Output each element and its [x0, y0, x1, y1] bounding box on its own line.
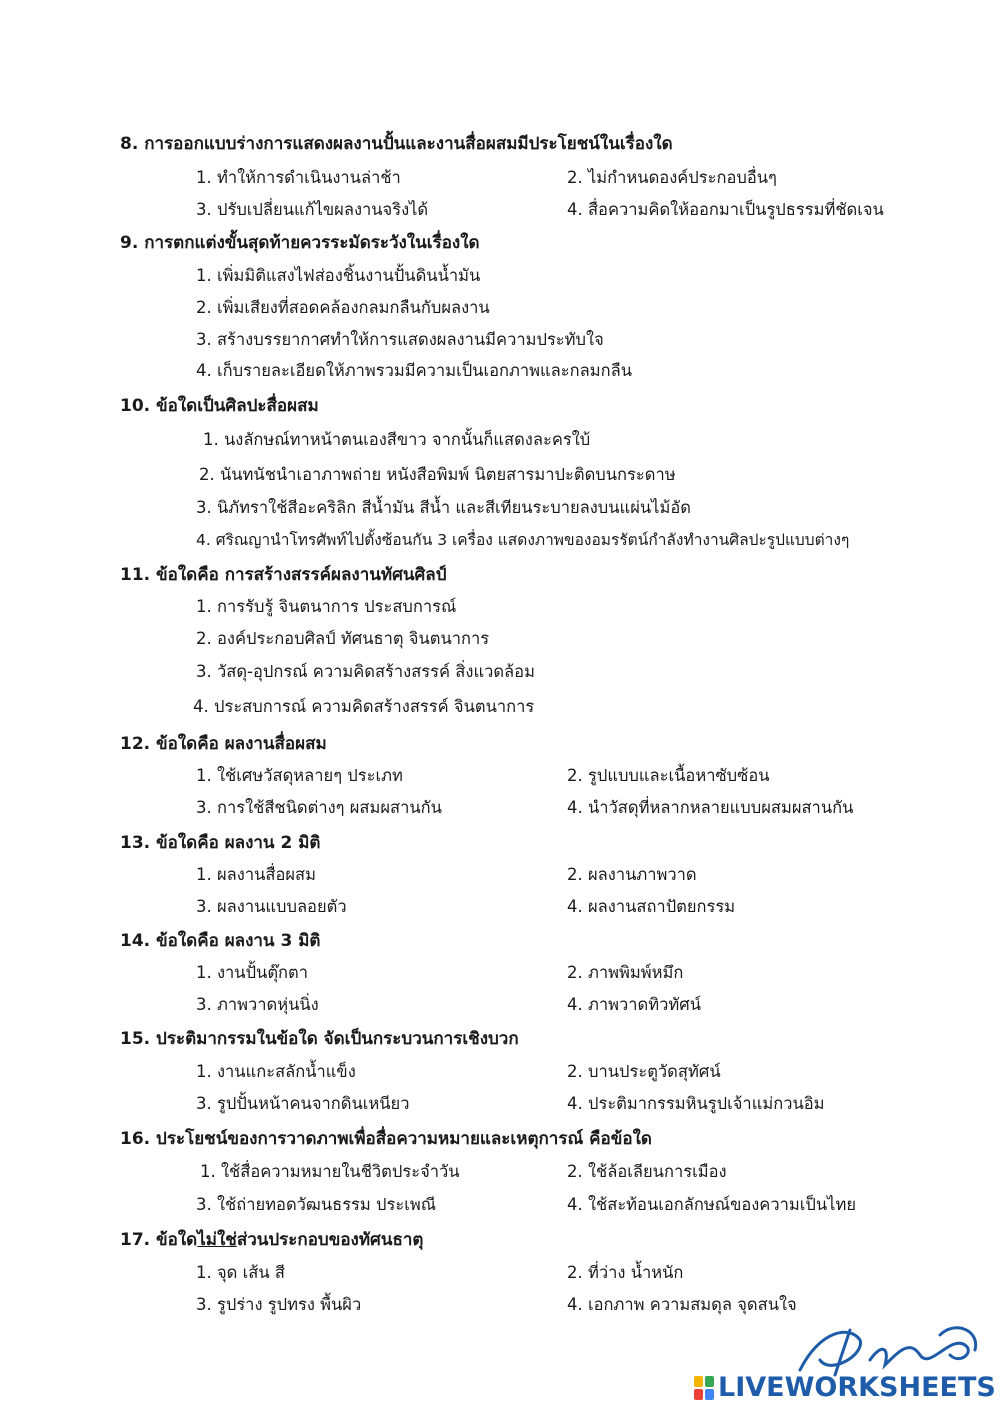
q9-option-2: 2. เพิ่มเสียงที่สอดคล้องกลมกลืนกับผลงาน: [196, 298, 490, 317]
q14-option-3: 3. ภาพวาดหุ่นนิ่ง: [196, 995, 319, 1014]
q13-option-3: 3. ผลงานแบบลอยตัว: [196, 897, 347, 916]
q17-option-2: 2. ที่ว่าง น้ำหนัก: [567, 1263, 684, 1282]
q11-option-1: 1. การรับรู้ จินตนาการ ประสบการณ์: [196, 597, 457, 616]
q14-option-2: 2. ภาพพิมพ์หมึก: [567, 963, 684, 982]
q13-option-4: 4. ผลงานสถาปัตยกรรม: [567, 897, 736, 916]
q11-option-3: 3. วัสดุ-อุปกรณ์ ความคิดสร้างสรรค์ สิ่งแวดล้อม: [196, 662, 535, 681]
q8-option-2: 2. ไม่กำหนดองค์ประกอบอื่นๆ: [567, 168, 777, 187]
q9-option-3: 3. สร้างบรรยากาศทำให้การแสดงผลงานมีความประทับใจ: [196, 330, 604, 349]
q9-option-1: 1. เพิ่มมิติแสงไฟส่องชิ้นงานปั้นดินน้ำมัน: [196, 266, 481, 285]
q12-option-3: 3. การใช้สีชนิดต่างๆ ผสมผสานกัน: [196, 798, 442, 817]
q17-option-1: 1. จุด เส้น สี: [196, 1263, 285, 1282]
q17-title-underlined: ไม่ใช่: [197, 1230, 237, 1250]
q11-option-4: 4. ประสบการณ์ ความคิดสร้างสรรค์ จินตนาการ: [193, 697, 535, 716]
question-17-title: [120, 1226, 423, 1253]
q16-option-1: 1. ใช้สื่อความหมายในชีวิตประจำวัน: [200, 1162, 460, 1181]
q12-option-4: 4. นำวัสดุที่หลากหลายแบบผสมผสานกัน: [567, 798, 854, 817]
q12-option-2: 2. รูปแบบและเนื้อหาซับซ้อน: [567, 766, 770, 785]
question-15-title: 15. ประติมากรรมในข้อใด จัดเป็นกระบวนการเชิงบวก: [120, 1029, 519, 1049]
question-12-title: 12. ข้อใดคือ ผลงานสื่อผสม: [120, 734, 327, 754]
question-14-title: 14. ข้อใดคือ ผลงาน 3 มิติ: [120, 931, 321, 951]
q16-option-4: 4. ใช้สะท้อนเอกลักษณ์ของความเป็นไทย: [567, 1195, 856, 1214]
q10-option-3: 3. นิภัทราใช้สีอะคริลิก สีน้ำมัน สีน้ำ และสีเทียนระบายลงบนแผ่นไม้อัด: [196, 498, 691, 517]
q10-option-4: 4. ศริณญานำโทรศัพท์ไปตั้งซ้อนกัน 3 เครื่อง แสดงภาพของอมรรัตน์กำลังทำงานศิลปะรูปแบบต่างๆ: [196, 531, 850, 549]
question-10-title: 10. ข้อใดเป็นศิลปะสื่อผสม: [120, 396, 319, 416]
question-11-title: 11. ข้อใดคือ การสร้างสรรค์ผลงานทัศนศิลป์: [120, 565, 447, 585]
q8-option-4: 4. สื่อความคิดให้ออกมาเป็นรูปธรรมที่ชัดเจน: [567, 200, 884, 219]
q14-option-1: 1. งานปั้นตุ๊กตา: [196, 963, 309, 982]
liveworksheets-logo: [690, 1320, 996, 1410]
q8-option-3: 3. ปรับเปลี่ยนแก้ไขผลงานจริงได้: [196, 200, 429, 219]
q15-option-2: 2. บานประตูวัดสุทัศน์: [567, 1062, 721, 1081]
q10-option-1: 1. นงลักษณ์ทาหน้าตนเองสีขาว จากนั้นก็แสดงละครใบ้: [203, 430, 591, 449]
signature-icon: [790, 1320, 990, 1380]
q15-option-1: 1. งานแกะสลักน้ำแข็ง: [196, 1062, 356, 1081]
q17-option-3: 3. รูปร่าง รูปทรง พื้นผิว: [196, 1295, 362, 1314]
q16-option-2: 2. ใช้ล้อเลียนการเมือง: [567, 1162, 727, 1181]
q15-option-4: 4. ประติมากรรมหินรูปเจ้าแม่กวนอิม: [567, 1094, 825, 1113]
q12-option-1: 1. ใช้เศษวัสดุหลายๆ ประเภท: [196, 766, 403, 785]
q15-option-3: 3. รูปปั้นหน้าคนจากดินเหนียว: [196, 1094, 410, 1113]
q11-option-2: 2. องค์ประกอบศิลป์ ทัศนธาตุ จินตนาการ: [196, 629, 490, 648]
liveworksheets-wordmark: LIVEWORKSHEETS: [718, 1372, 996, 1403]
q13-option-2: 2. ผลงานภาพวาด: [567, 865, 697, 884]
q10-option-2: 2. นันทนัชนำเอาภาพถ่าย หนังสือพิมพ์ นิตยสารมาปะติดบนกระดาษ: [199, 465, 676, 484]
q8-option-1: 1. ทำให้การดำเนินงานล่าช้า: [196, 168, 401, 187]
q13-option-1: 1. ผลงานสื่อผสม: [196, 865, 316, 884]
q9-option-4: 4. เก็บรายละเอียดให้ภาพรวมมีความเป็นเอกภาพและกลมกลืน: [196, 361, 632, 380]
live-badge-icon: [694, 1376, 714, 1400]
q16-option-3: 3. ใช้ถ่ายทอดวัฒนธรรม ประเพณี: [196, 1195, 437, 1214]
question-9-title: 9. การตกแต่งขั้นสุดท้ายควรระมัดระวังในเรื่องใด: [120, 233, 480, 253]
q17-title-start: 17. ข้อใด: [120, 1230, 198, 1250]
q14-option-4: 4. ภาพวาดทิวทัศน์: [567, 995, 702, 1014]
question-8-title: 8. การออกแบบร่างการแสดงผลงานปั้นและงานสื่อผสมมีประโยชน์ในเรื่องใด: [120, 134, 673, 154]
q17-title-end: ส่วนประกอบของทัศนธาตุ: [236, 1230, 424, 1250]
q17-option-4: 4. เอกภาพ ความสมดุล จุดสนใจ: [567, 1295, 797, 1314]
question-16-title: 16. ประโยชน์ของการวาดภาพเพื่อสื่อความหมายและเหตุการณ์ คือข้อใด: [120, 1129, 652, 1149]
question-13-title: 13. ข้อใดคือ ผลงาน 2 มิติ: [120, 833, 321, 853]
